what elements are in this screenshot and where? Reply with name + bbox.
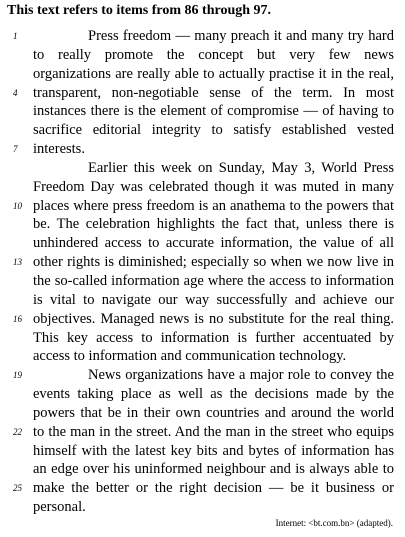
line-number: 7: [13, 144, 18, 155]
passage-line: [0, 84, 405, 103]
passage-line: [0, 329, 405, 348]
passage-line: [0, 310, 405, 329]
passage-line: [0, 159, 405, 178]
passage-line: [0, 65, 405, 84]
line-text: News organizations have a major role to convey the: [88, 367, 394, 384]
line-text: objectives. Managed news is no substitute for the real thing.: [33, 310, 394, 327]
passage-line: [0, 27, 405, 46]
line-text: the so-called information age where the access to information: [33, 272, 394, 289]
line-text: organizations are really able to actually practise it in the real,: [33, 65, 394, 82]
passage-line: [0, 140, 405, 159]
line-text: other rights is diminished; especially so when we now live in: [33, 254, 394, 271]
line-text: Press freedom — many preach it and many try hard: [88, 28, 394, 44]
passage-line: [0, 272, 405, 291]
line-number: 22: [13, 426, 22, 437]
passage-line: [0, 385, 405, 404]
line-text: to the man in the street. And the man in the street who equips: [33, 423, 394, 440]
line-text: sacrifice editorial integrity to satisfy established vested: [33, 122, 394, 139]
source-citation: Internet: <bt.com.bn> (adapted).: [275, 518, 393, 528]
passage-heading: This text refers to items from 86 through 97.: [7, 3, 272, 18]
passage-line: [0, 366, 405, 385]
passage-line: [0, 291, 405, 310]
line-number: 25: [13, 483, 22, 494]
line-text: be. The celebration highlights the fact that, unless there is: [33, 216, 394, 233]
line-text: powers that be in their own countries and around the world: [33, 404, 394, 421]
passage-line: [0, 404, 405, 423]
passage-line: [0, 253, 405, 272]
passage-line: [0, 442, 405, 461]
line-text: interests.: [33, 141, 85, 158]
line-text: transparent, non-negotiable sense of the term. In most: [33, 84, 394, 101]
line-number: 13: [13, 257, 22, 268]
passage-line: [0, 234, 405, 253]
passage-line: [0, 423, 405, 442]
line-number: 10: [13, 200, 22, 211]
line-text: to really promote the concept but very few news: [33, 46, 394, 63]
line-text: places where press freedom is an anathema to the powers that: [33, 197, 394, 214]
passage-line: [0, 46, 405, 65]
line-number: 4: [13, 87, 18, 98]
line-text: himself with the latest key bits and bytes of information has: [33, 442, 394, 459]
line-text: is vital to navigate our way successfully and achieve our: [33, 291, 394, 308]
line-text: This key access to information is further accentuated by: [33, 329, 394, 346]
passage-line: [0, 121, 405, 140]
passage-line: [0, 102, 405, 121]
passage-line: [0, 197, 405, 216]
line-text: personal.: [33, 499, 86, 516]
passage-line: [0, 347, 405, 366]
passage-line: [0, 215, 405, 234]
passage-line: [0, 479, 405, 498]
passage-line: [0, 460, 405, 479]
line-text: unhindered access to accurate information, the value of all: [33, 235, 394, 252]
line-number: 19: [13, 370, 22, 381]
line-text: access to information and communication technology.: [33, 348, 347, 365]
line-number: 16: [13, 313, 22, 324]
line-text: events taking place as well as the decisions made by the: [33, 386, 394, 403]
line-text: make the better or the right decision — be it business or: [33, 480, 394, 497]
passage-line: [0, 178, 405, 197]
passage-body: [0, 27, 405, 517]
line-number: 1: [13, 31, 18, 41]
line-text: Earlier this week on Sunday, May 3, World Press: [88, 159, 394, 176]
line-text: instances there is the element of compromise — of having to: [33, 103, 394, 120]
line-text: Freedom Day was celebrated though it was muted in many: [33, 178, 394, 195]
passage-line: [0, 498, 405, 517]
line-text: an edge over his uninformed neighbour and is always able to: [33, 461, 394, 478]
